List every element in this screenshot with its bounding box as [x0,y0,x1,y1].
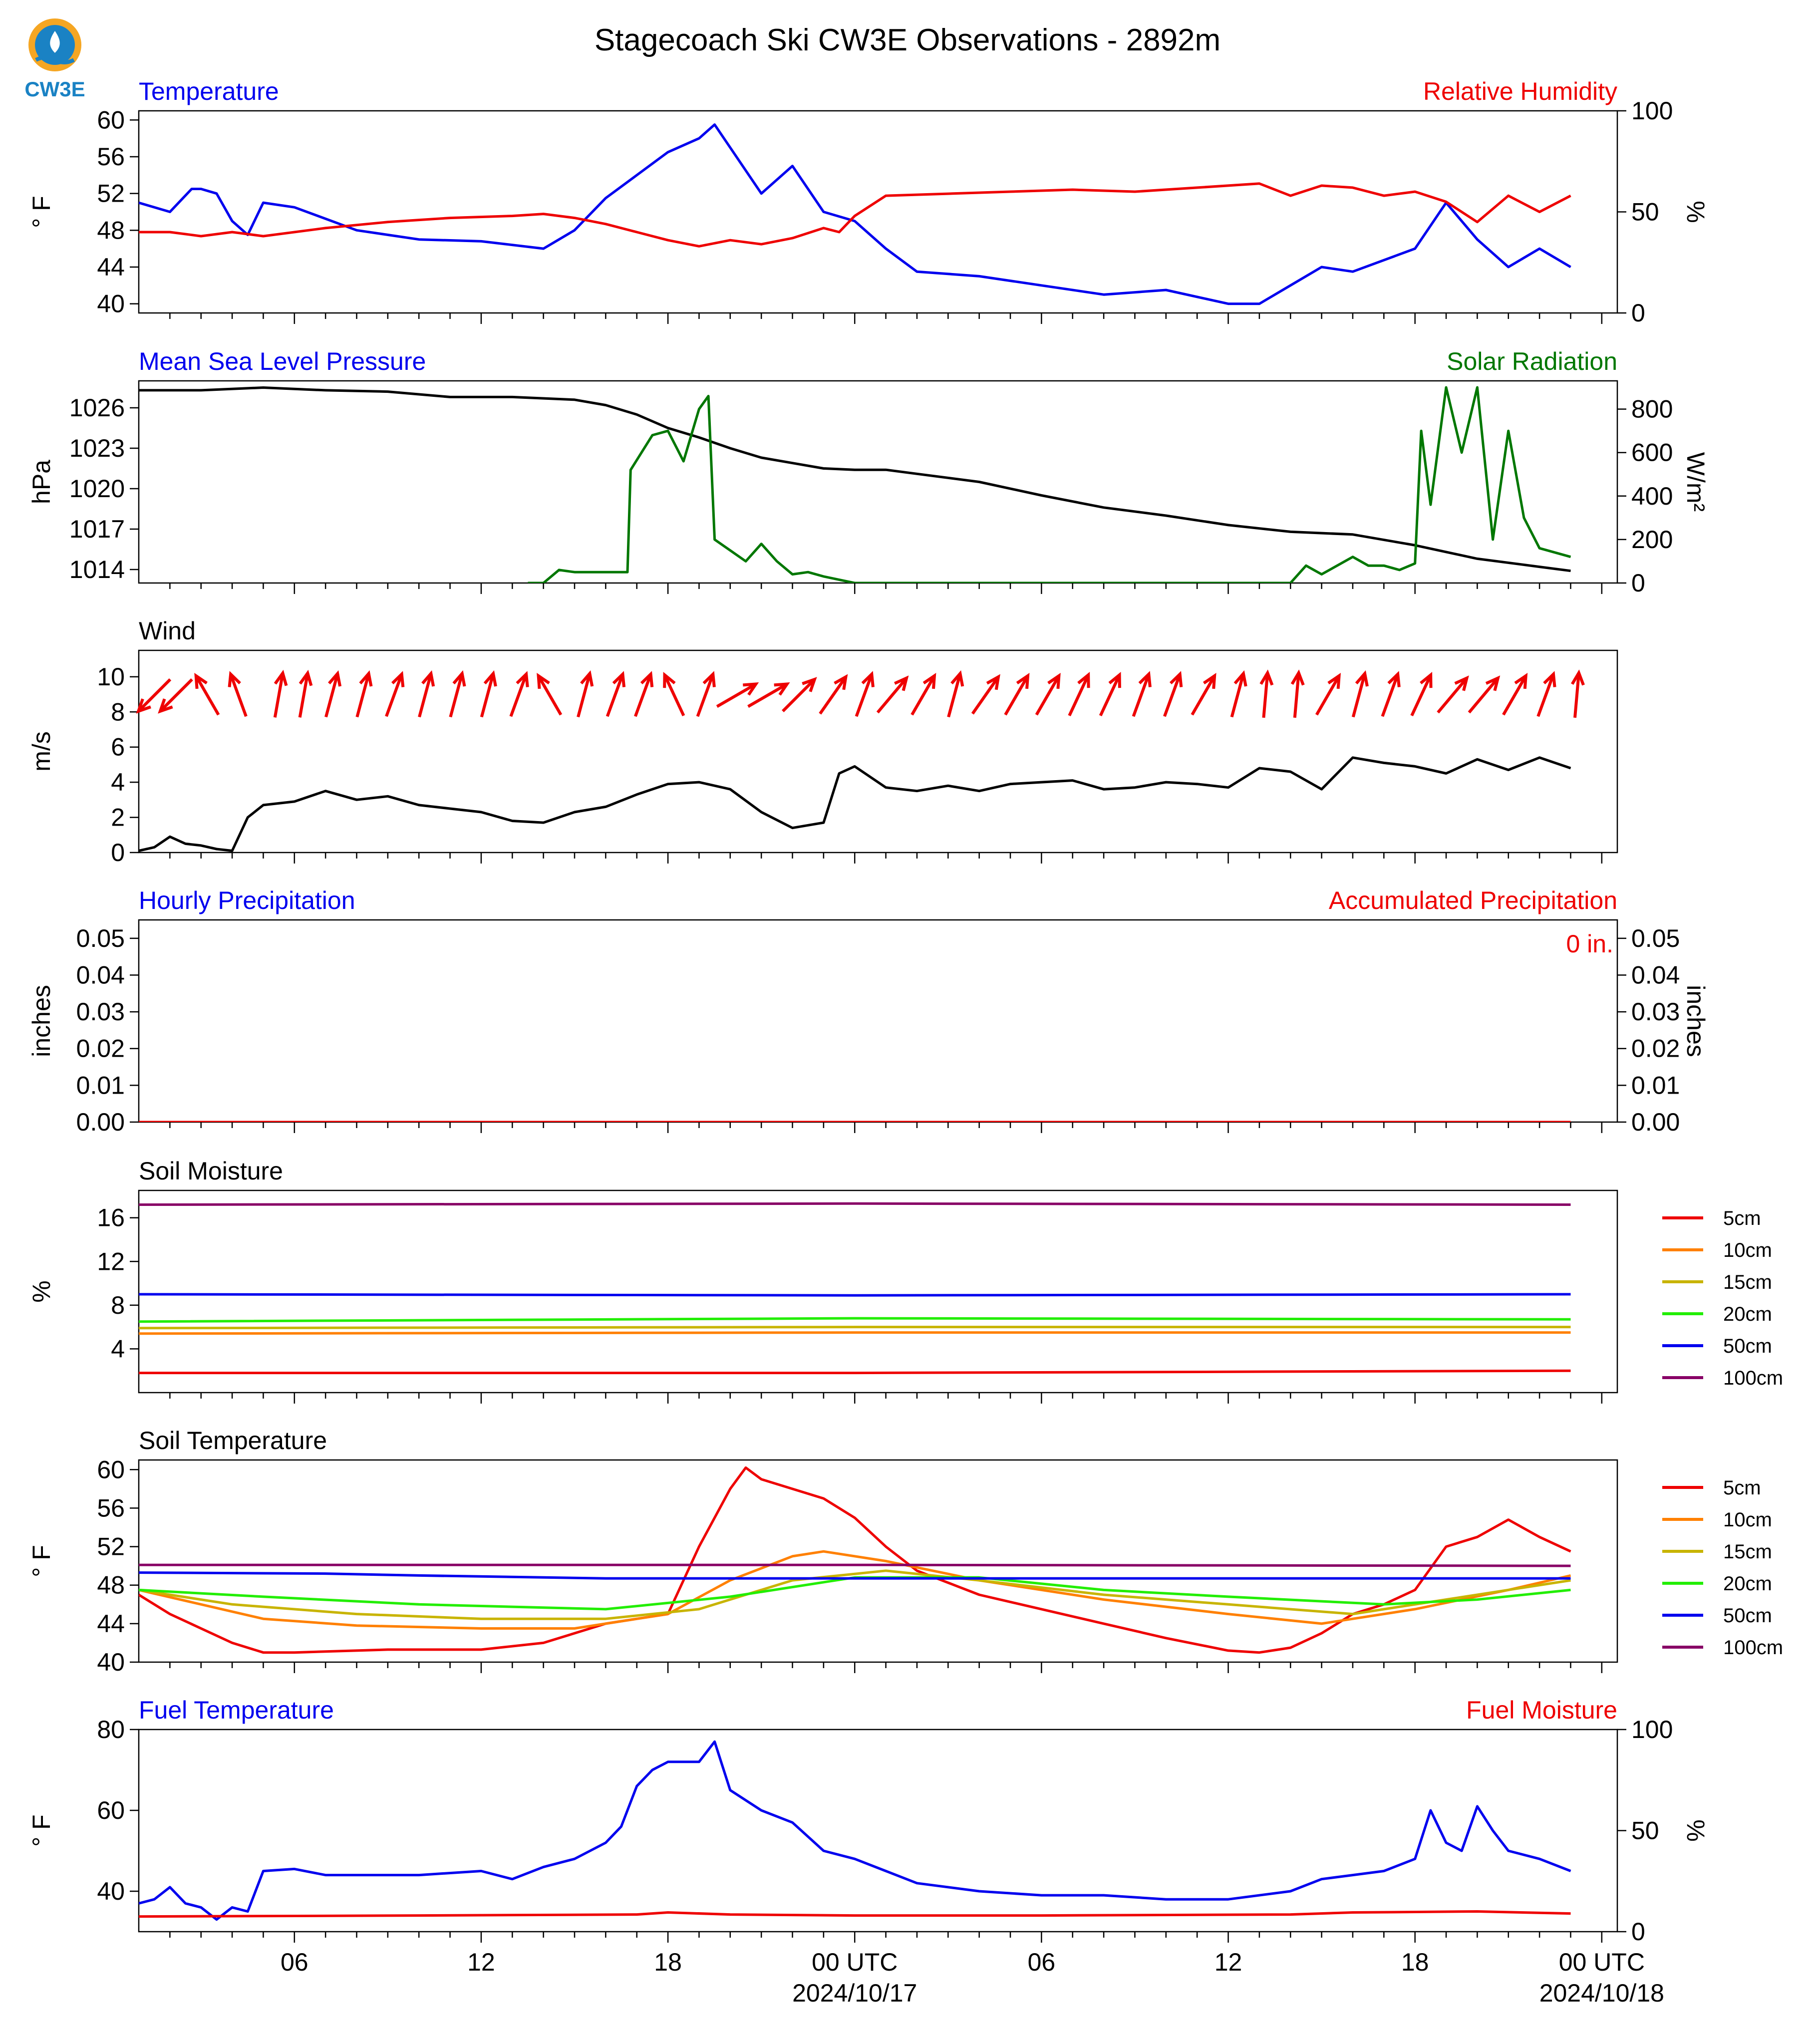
wind-arrow [275,673,287,718]
panel-title-left: Wind [139,617,196,645]
plot-frame [139,381,1617,583]
wind-arrow [607,674,624,717]
y-axis-label-left: ° F [27,1814,55,1847]
series-line-50cm [139,1294,1571,1295]
wind-arrow [1317,676,1339,715]
y-tick-label-left: 60 [97,1796,125,1824]
y-tick-label-left: 40 [97,1877,125,1905]
legend-label: 10cm [1723,1239,1772,1261]
panel-precip [27,886,1710,1136]
y-tick-label-left: 52 [97,179,125,208]
wind-arrow [450,674,464,717]
wind-arrow [635,674,652,717]
series-line-mean-sea-level-pressure [139,388,1571,571]
series-group [139,387,1571,583]
y-tick-label-right: 0.05 [1631,924,1680,952]
y-axis-label-right: % [1682,201,1710,223]
x-tick-label: 12 [1214,1948,1242,1976]
legend-label: 20cm [1723,1303,1772,1325]
y-tick-label-left: 0 [111,839,125,867]
series-line-fuel-temperature [139,1741,1571,1919]
y-tick-label-left: 52 [97,1532,125,1561]
wind-arrow [511,674,527,717]
legend-label: 50cm [1723,1335,1772,1357]
x-tick-label: 18 [1401,1948,1429,1976]
wind-arrow [972,677,998,714]
panel-title-left: Soil Temperature [139,1427,327,1454]
wind-arrow [1538,674,1554,717]
series-group [139,758,1571,851]
accumulated-total-label: 0 in. [1566,930,1613,958]
plot-frame [139,920,1617,1122]
wind-arrow [1469,678,1498,713]
series-line-20cm [139,1318,1571,1322]
wind-arrow [820,677,846,714]
series-line-relative-humidity [139,184,1571,247]
legend-label: 20cm [1723,1573,1772,1595]
x-tick-label: 12 [467,1948,495,1976]
wind-arrow [1353,674,1367,717]
panel-title-right: Relative Humidity [1423,77,1617,105]
y-tick-label-left: 40 [97,1648,125,1676]
logo-text: CW3E [24,77,85,101]
panel-title-right: Fuel Moisture [1466,1696,1617,1724]
y-axis-label-left: inches [27,985,55,1057]
wind-arrow [1412,675,1431,716]
wind-arrow [1134,674,1150,717]
legend [1662,1207,1783,1389]
legend-label: 50cm [1723,1605,1772,1627]
y-tick-label-right: 0 [1631,569,1645,597]
y-tick-label-left: 0.04 [76,961,125,989]
y-tick-label-left: 48 [97,216,125,245]
y-tick-label-left: 1017 [69,515,125,543]
wind-arrow [419,674,433,717]
wind-arrow [857,674,873,717]
series-line-20cm [139,1577,1571,1609]
panel-soil_moisture [27,1157,1783,1404]
legend-label: 100cm [1723,1367,1784,1389]
series-line-10cm [139,1333,1571,1334]
wind-arrow [1165,674,1181,717]
wind-arrow [1438,678,1467,713]
wind-arrow [948,674,962,717]
wind-arrow [1005,676,1028,715]
wind-arrow [1261,673,1272,718]
y-tick-label-right: 0.00 [1631,1108,1680,1136]
y-tick-label-left: 48 [97,1571,125,1599]
y-axis-label-right: W/m² [1682,452,1710,512]
cw3e-logo [24,18,85,101]
y-tick-label-left: 1014 [69,556,125,583]
y-tick-label-left: 56 [97,1494,125,1522]
y-tick-label-left: 2 [111,803,125,832]
y-axis-label-left: ° F [27,196,55,228]
y-tick-label-left: 4 [111,1335,125,1363]
series-line-100cm [139,1203,1571,1204]
y-tick-label-left: 1026 [69,394,125,422]
plot-frame [139,1190,1617,1393]
y-tick-label-right: 0.03 [1631,998,1680,1026]
wind-arrow [664,675,683,716]
wind-arrow-shaft [1438,678,1467,713]
y-tick-label-right: 100 [1631,97,1673,125]
plot-frame [139,1730,1617,1932]
series-group [139,1203,1571,1373]
panel-title-left: Temperature [139,77,279,105]
series-line-15cm [139,1327,1571,1328]
legend [1662,1477,1783,1659]
wind-arrow [1192,676,1214,715]
series-line-solar-radiation [528,387,1571,583]
y-tick-label-left: 1023 [69,434,125,462]
panel-fuel [27,1696,1710,1946]
panel-title-left: Soil Moisture [139,1157,283,1185]
y-tick-label-left: 80 [97,1716,125,1743]
y-axis-label-right: % [1682,1819,1710,1842]
wind-arrow [698,674,714,717]
wind-arrow [326,674,340,717]
y-tick-label-left: 8 [111,698,125,726]
wind-arrow [1036,676,1059,715]
y-tick-label-right: 200 [1631,525,1673,554]
y-tick-label-left: 12 [97,1247,125,1276]
wind-arrow [1069,675,1088,716]
wind-arrow [196,676,219,715]
wind-arrow-shaft [820,677,846,714]
panel-temp_rh [27,77,1710,327]
y-tick-label-right: 0.02 [1631,1034,1680,1063]
y-tick-label-left: 6 [111,733,125,761]
y-axis-label-left: hPa [27,460,55,504]
wind-arrow-shaft [1469,678,1498,713]
panel-wind [27,617,1617,867]
y-tick-label-right: 600 [1631,438,1673,467]
wind-arrow [1101,675,1120,716]
wind-arrow [1382,674,1399,717]
y-tick-label-left: 10 [97,662,125,691]
wind-arrow [230,674,246,717]
y-tick-label-left: 1020 [69,475,125,503]
y-tick-label-left: 60 [97,1455,125,1484]
y-axis-label-left: m/s [27,731,55,772]
wind-arrow [1232,674,1246,717]
y-tick-label-left: 60 [97,106,125,134]
series-line-5cm [139,1371,1571,1373]
y-tick-label-right: 0 [1631,1918,1645,1946]
y-tick-label-right: 100 [1631,1716,1673,1743]
wind-arrow-shaft [878,678,907,713]
y-tick-label-left: 44 [97,1609,125,1638]
y-tick-label-right: 800 [1631,395,1673,423]
panel-title-right: Accumulated Precipitation [1328,886,1617,914]
wind-arrow [878,678,907,713]
legend-label: 5cm [1723,1477,1761,1499]
wind-arrow-shaft [972,677,998,714]
panel-soil_temp [27,1427,1783,1676]
x-tick-label: 00 UTC [812,1948,898,1976]
y-tick-label-right: 0.04 [1631,961,1680,989]
y-axis-label-left: % [27,1280,55,1303]
legend-label: 5cm [1723,1207,1761,1229]
date-label: 2024/10/17 [792,1979,917,2007]
date-label: 2024/10/18 [1539,1979,1664,2007]
wind-arrow [1292,673,1303,718]
wind-arrow [1504,676,1526,715]
wind-arrow [386,674,403,717]
x-tick-label: 06 [1027,1948,1056,1976]
panel-title-left: Mean Sea Level Pressure [139,347,426,375]
legend-label: 15cm [1723,1541,1772,1563]
legend-label: 100cm [1723,1637,1784,1659]
y-tick-label-left: 0.05 [76,924,125,952]
panel-title-left: Fuel Temperature [139,1696,334,1724]
plot-frame [139,111,1617,313]
wind-arrow [539,676,561,715]
wind-arrow [717,684,756,707]
series-line-temperature [139,125,1571,304]
x-tick-label: 18 [654,1948,682,1976]
y-tick-label-left: 4 [111,768,125,797]
y-tick-label-right: 50 [1631,1816,1659,1845]
y-axis-label-right: inches [1682,985,1710,1057]
series-line-100cm [139,1565,1571,1566]
wind-arrow [482,674,496,717]
y-tick-label-left: 0.02 [76,1034,125,1063]
wind-arrow [1572,673,1584,718]
y-tick-label-left: 0.03 [76,998,125,1026]
y-tick-label-left: 16 [97,1203,125,1232]
wind-arrow [912,676,934,715]
x-tick-label: 00 UTC [1558,1948,1645,1976]
chart-panels [27,77,1783,2007]
panel-title-right: Solar Radiation [1447,347,1617,375]
y-tick-label-left: 40 [97,290,125,318]
wind-arrow [578,674,592,717]
x-tick-label: 06 [280,1948,308,1976]
chart-title: Stagecoach Ski CW3E Observations - 2892m [594,23,1221,57]
series-line-wind [139,758,1571,851]
wind-arrow [357,674,371,717]
series-line-10cm [139,1551,1571,1628]
y-tick-label-left: 0.00 [76,1108,125,1136]
series-group [139,125,1571,304]
legend-label: 15cm [1723,1271,1772,1293]
y-tick-label-right: 50 [1631,198,1659,226]
wind-arrow [300,673,311,718]
y-tick-label-right: 0 [1631,299,1645,327]
y-tick-label-left: 44 [97,253,125,281]
y-tick-label-right: 400 [1631,482,1673,510]
series-group [139,1467,1571,1652]
series-line-fuel-moisture [139,1912,1571,1917]
y-tick-label-left: 56 [97,143,125,171]
y-axis-label-left: ° F [27,1545,55,1577]
panel-title-left: Hourly Precipitation [139,886,355,914]
y-tick-label-left: 8 [111,1291,125,1319]
series-group [139,1741,1571,1919]
legend-label: 10cm [1723,1509,1772,1531]
panel-pressure_solar [27,347,1710,597]
y-tick-label-right: 0.01 [1631,1071,1680,1100]
y-tick-label-left: 0.01 [76,1071,125,1100]
